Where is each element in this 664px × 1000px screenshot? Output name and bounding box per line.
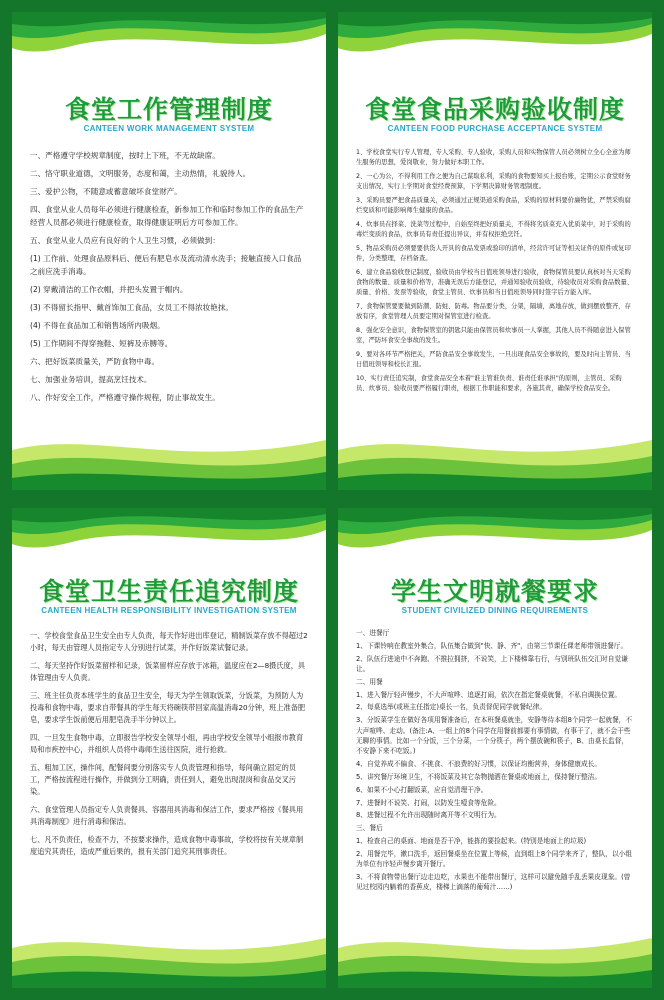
rule-item: 七、加强业务培训，提高烹饪技术。 xyxy=(30,375,152,385)
rule-item: 一、进餐厅 xyxy=(356,629,390,637)
poster-body xyxy=(30,630,308,864)
rule-item: 六、食堂管理人员指定专人负责餐具、容器用具消毒和保洁工作，要求严格按《餐具用具消毒制度》进行消毒和保洁。 xyxy=(30,804,304,827)
rule-item: 二、恪守职业道德，文明服务，态度和蔼，主动热情，礼貌待人。 xyxy=(30,169,251,179)
rule-item: (5) 工作期间不得穿拖鞋、短裤及赤膊等。 xyxy=(30,339,173,349)
rule-item: 2、一心为公，不得利用工作之便为自己谋取私利，采购的食物要知买上报台账，定期公示食堂财务支出情况，实行上学期对食堂经费预算，下学期决算财务管理制度。 xyxy=(356,173,631,191)
rule-item: 六、把好饭菜质量关，严防食物中毒。 xyxy=(30,357,160,367)
poster-food-purchase-acceptance xyxy=(338,12,652,490)
poster-canteen-work-management xyxy=(12,12,326,490)
rule-item: 三、餐后 xyxy=(356,824,383,833)
poster-title: 食堂卫生责任追究制度 xyxy=(38,577,299,606)
rule-item: 五、粗加工区，操作间，配餐间要分别落实专人负责管理和指导，每间确立固定的员工，严格按流程进行操作，并做到分工明确，责任到人，避免出现混岗和食品交叉污染。 xyxy=(30,762,296,797)
rule-item: (3) 不得留长指甲、戴首饰加工食品，女员工不得浓妆艳抹。 xyxy=(30,302,234,312)
rule-item: 2、队伍行进途中不奔跑、不推拉拥挤，不说笑，上下楼梯靠右行，与别班队伍交汇时自觉谦让。 xyxy=(356,654,628,673)
rule-item: 4、炊事员在择菜、洗菜等过程中，自始至终把好质量关，不得将劣质菜充入优质菜中，对于采购的毒烂变质的食品，炊事员有责任提出异议，并有权拒绝烹饪。 xyxy=(356,221,631,239)
rule-item: 8、强化安全意识，食物保管室的钥匙只能由保管员和炊事员一人掌握，其他人员不得随意进入保管室，严防坏食安全事故的发生。 xyxy=(356,327,631,345)
rule-item: 3、分饭菜学生在做好各项用餐准备后，在本班餐桌就坐，安静等待本组8个同学一起就餐，不大声喧哗、走动。(备注:A、一组上的8个同学在用餐前都要有事情做，有事干了，就不会干些无聊的事情。比如一个分饭，三个分菜，一个分筷子，两个摆放碗和筷子，B、由桌长监督，不安静下来不吃饭。) xyxy=(356,716,633,756)
green-wave-top-decoration xyxy=(12,12,326,76)
rule-item: 1、进入餐厅轻声慢步，不大声喧哗、追逐打闹，依次在指定餐桌就餐，不私自调换位置。 xyxy=(356,690,622,699)
poster-student-dining-requirements xyxy=(338,508,652,988)
rule-item: 二、用餐 xyxy=(356,677,383,686)
rule-item: 5、讲究餐厅环境卫生，不将饭菜及其它杂物抛洒在餐桌或地面上，保持餐厅整洁。 xyxy=(356,773,602,781)
rule-item: 一、严格遵守学校规章制度，按时上下班，不无故缺席。 xyxy=(30,151,220,160)
rule-item: 2、用餐完毕，漱口洗手，返回餐桌坐在位置上等候，直到组上8个同学来齐了，整队，以小组为单位有序轻声慢步离开餐厅。 xyxy=(356,849,633,869)
rule-item: 八、作好安全工作，严格遵守操作规程，防止事故发生。 xyxy=(30,393,220,403)
green-wave-bottom-decoration xyxy=(12,420,326,490)
rule-item: 1、学校食堂实行专人管理，专人采购、专人验收，采购人员和实物保管人员必须树立全心全意为师生服务的思想，爱岗敬业，努力做好本职工作。 xyxy=(356,149,631,167)
green-wave-bottom-decoration xyxy=(338,420,652,490)
poster-body xyxy=(30,150,308,410)
rule-item: 9、要对各环节严格把关，严防食品安全事故发生，一旦出现食品安全事故的，要及时向主管员、当日值班领导和校长汇报。 xyxy=(356,351,631,369)
poster-title: 食堂工作管理制度 xyxy=(64,95,273,124)
poster-body xyxy=(356,628,634,895)
rule-item: 6、如果不小心打翻饭菜，应自觉清理干净。 xyxy=(356,785,488,794)
poster-subtitle: CANTEEN HEALTH RESPONSIBILITY INVESTIGATION SYSTEM xyxy=(41,606,297,615)
rule-item: (1) 工作前、处理食品原料后、便后有肥皂水及流动清水洗手；接触直接入口食品之前应洗手消毒。 xyxy=(30,254,302,276)
poster-title: 学生文明就餐要求 xyxy=(390,577,599,606)
rule-item: 1、检查自己的桌面、地面是否干净，能拣的要捡起来。(特别是地面上的垃圾) xyxy=(356,836,587,845)
poster-subtitle: STUDENT CIVILIZED DINING REQUIREMENTS xyxy=(401,606,589,615)
poster-subtitle: CANTEEN WORK MANAGEMENT SYSTEM xyxy=(83,124,255,133)
poster-subtitle: CANTEEN FOOD PURCHASE ACCEPTANCE SYSTEM xyxy=(387,124,603,133)
rule-item: 一、学校食堂食品卫生安全由专人负责，每天作好进出库登记，精制饭菜存放不得超过2小时，每天由管理人员指定专人分别进行试菜，并作好饭菜试餐记录。 xyxy=(30,631,308,653)
poster-body xyxy=(356,148,634,398)
rule-item: 4、自觉养成不偏食、不挑食、不浪费的好习惯，以保证均衡营养，身体健康成长。 xyxy=(356,760,602,769)
rule-item: 七、凡不负责任，检查不力，不按要求操作，造成食物中毒事故，学校将按有关规章制度追究其责任，造成严重后果的，报有关部门追究其刑事责任。 xyxy=(30,834,304,857)
poster-title: 食堂食品采购验收制度 xyxy=(364,95,625,124)
green-wave-bottom-decoration xyxy=(12,918,326,988)
rule-item: 7、食物保管要要做到防潮、防蛀、防毒。物品要分类，分架，隔墙，离地存放，做到摆放整齐，存放有序，食堂管理人员要定期对保管室进行检查。 xyxy=(356,303,631,321)
rule-item: 三、班主任负责本班学生的食品卫生安全，每天为学生领取饭菜，分饭菜，为预防人为投毒和食物中毒，要求自带餐具的学生每天将碗筷带回家高温消毒20分钟，班上准备肥皂，要求学生饭前便后用肥皂洗手半分钟以上。 xyxy=(30,690,306,725)
rule-item: 三、爱护公物，不随意或蓄意破坏食堂财产。 xyxy=(30,187,182,197)
rule-item: 3、不将食物带出餐厅边走边吃，水果也不能带出餐厅，这样可以避免随手乱丢果皮现象。(曾见过校园内躺着的香蕉皮，楼梯上滴落的葡萄汁……) xyxy=(356,872,631,892)
rule-item: 四、一旦发生食物中毒，立即报告学校安全领导小组，再由学校安全领导小组报市教育局和市疾控中心，并组织人员将中毒师生送往医院，进行抢救。 xyxy=(30,732,304,755)
green-wave-top-decoration xyxy=(12,508,326,572)
rule-item: (4) 不得在食品加工和销售场所内吸烟。 xyxy=(30,320,165,330)
rule-item: 1、下课铃响在教室外集合，队伍集合做到"快、静、齐"，由第三节课任课老师带领进餐厅。 xyxy=(356,641,628,650)
green-wave-top-decoration xyxy=(338,12,652,76)
green-wave-top-decoration xyxy=(338,508,652,572)
green-wave-bottom-decoration xyxy=(338,918,652,988)
rule-item: 7、进餐时不说笑、打闹，以防发生噎食等危险。 xyxy=(356,798,501,807)
rule-item: 五、食堂从业人员应有良好的个人卫生习惯，必须做到： xyxy=(30,235,220,245)
rule-item: 8、进餐过程不允许出现随时离开等不文明行为。 xyxy=(356,811,501,820)
rule-item: (2) 穿戴清洁的工作衣帽，并把头发置于帽内。 xyxy=(30,284,188,294)
rule-item: 2、每桌选举(或班主任指定)桌长一名，负责督促同学就餐纪律。 xyxy=(356,703,547,712)
rule-item: 5、物品采购员必须要要供货人开具的食品发票或验印的清单，经营许可证等相关证件的原件或复印件，分类整理，存档备查。 xyxy=(356,245,631,263)
rule-item: 四、食堂从业人员每年必须进行健康检查，新参加工作和临时参加工作的食品生产经营人员都必须进行健康检查，取得健康证明后方可参加工作。 xyxy=(30,205,304,227)
rule-item: 3、采购员要严把食品质量关，必须通过正规渠道采购食品，采购的原材料要价廉物优，严禁采购腐烂变质和可能影响师生健康的食品。 xyxy=(356,197,631,215)
rule-item: 10、实行责任追究制，食堂食品安全本着"谁主管谁负责、谁责任谁承担"的原则，主管员、采购员、炊事员、验收员要严格履行职责，根据工作职能和要求，各施其责，确保学校食品安全。 xyxy=(356,375,622,393)
rule-item: 二、每天坚持作好饭菜留样和记录，饭菜留样应存放于冰箱，温度应在2—8摄氏度，具体管理由专人负责。 xyxy=(30,660,306,683)
poster-health-responsibility xyxy=(12,508,326,988)
rule-item: 6、建立食品验收登记制度，验收员由学校当日值班领导进行验收，食物保管员要认真核对当天采购食物的数量、质量和价格等，准确无误后方能登记，并通知验收员验收，待验收员对采购食品数量、质量、价格、发票等验收，食堂主管员、炊事员和当日值班领导同时签字后方能入库。 xyxy=(356,269,634,297)
